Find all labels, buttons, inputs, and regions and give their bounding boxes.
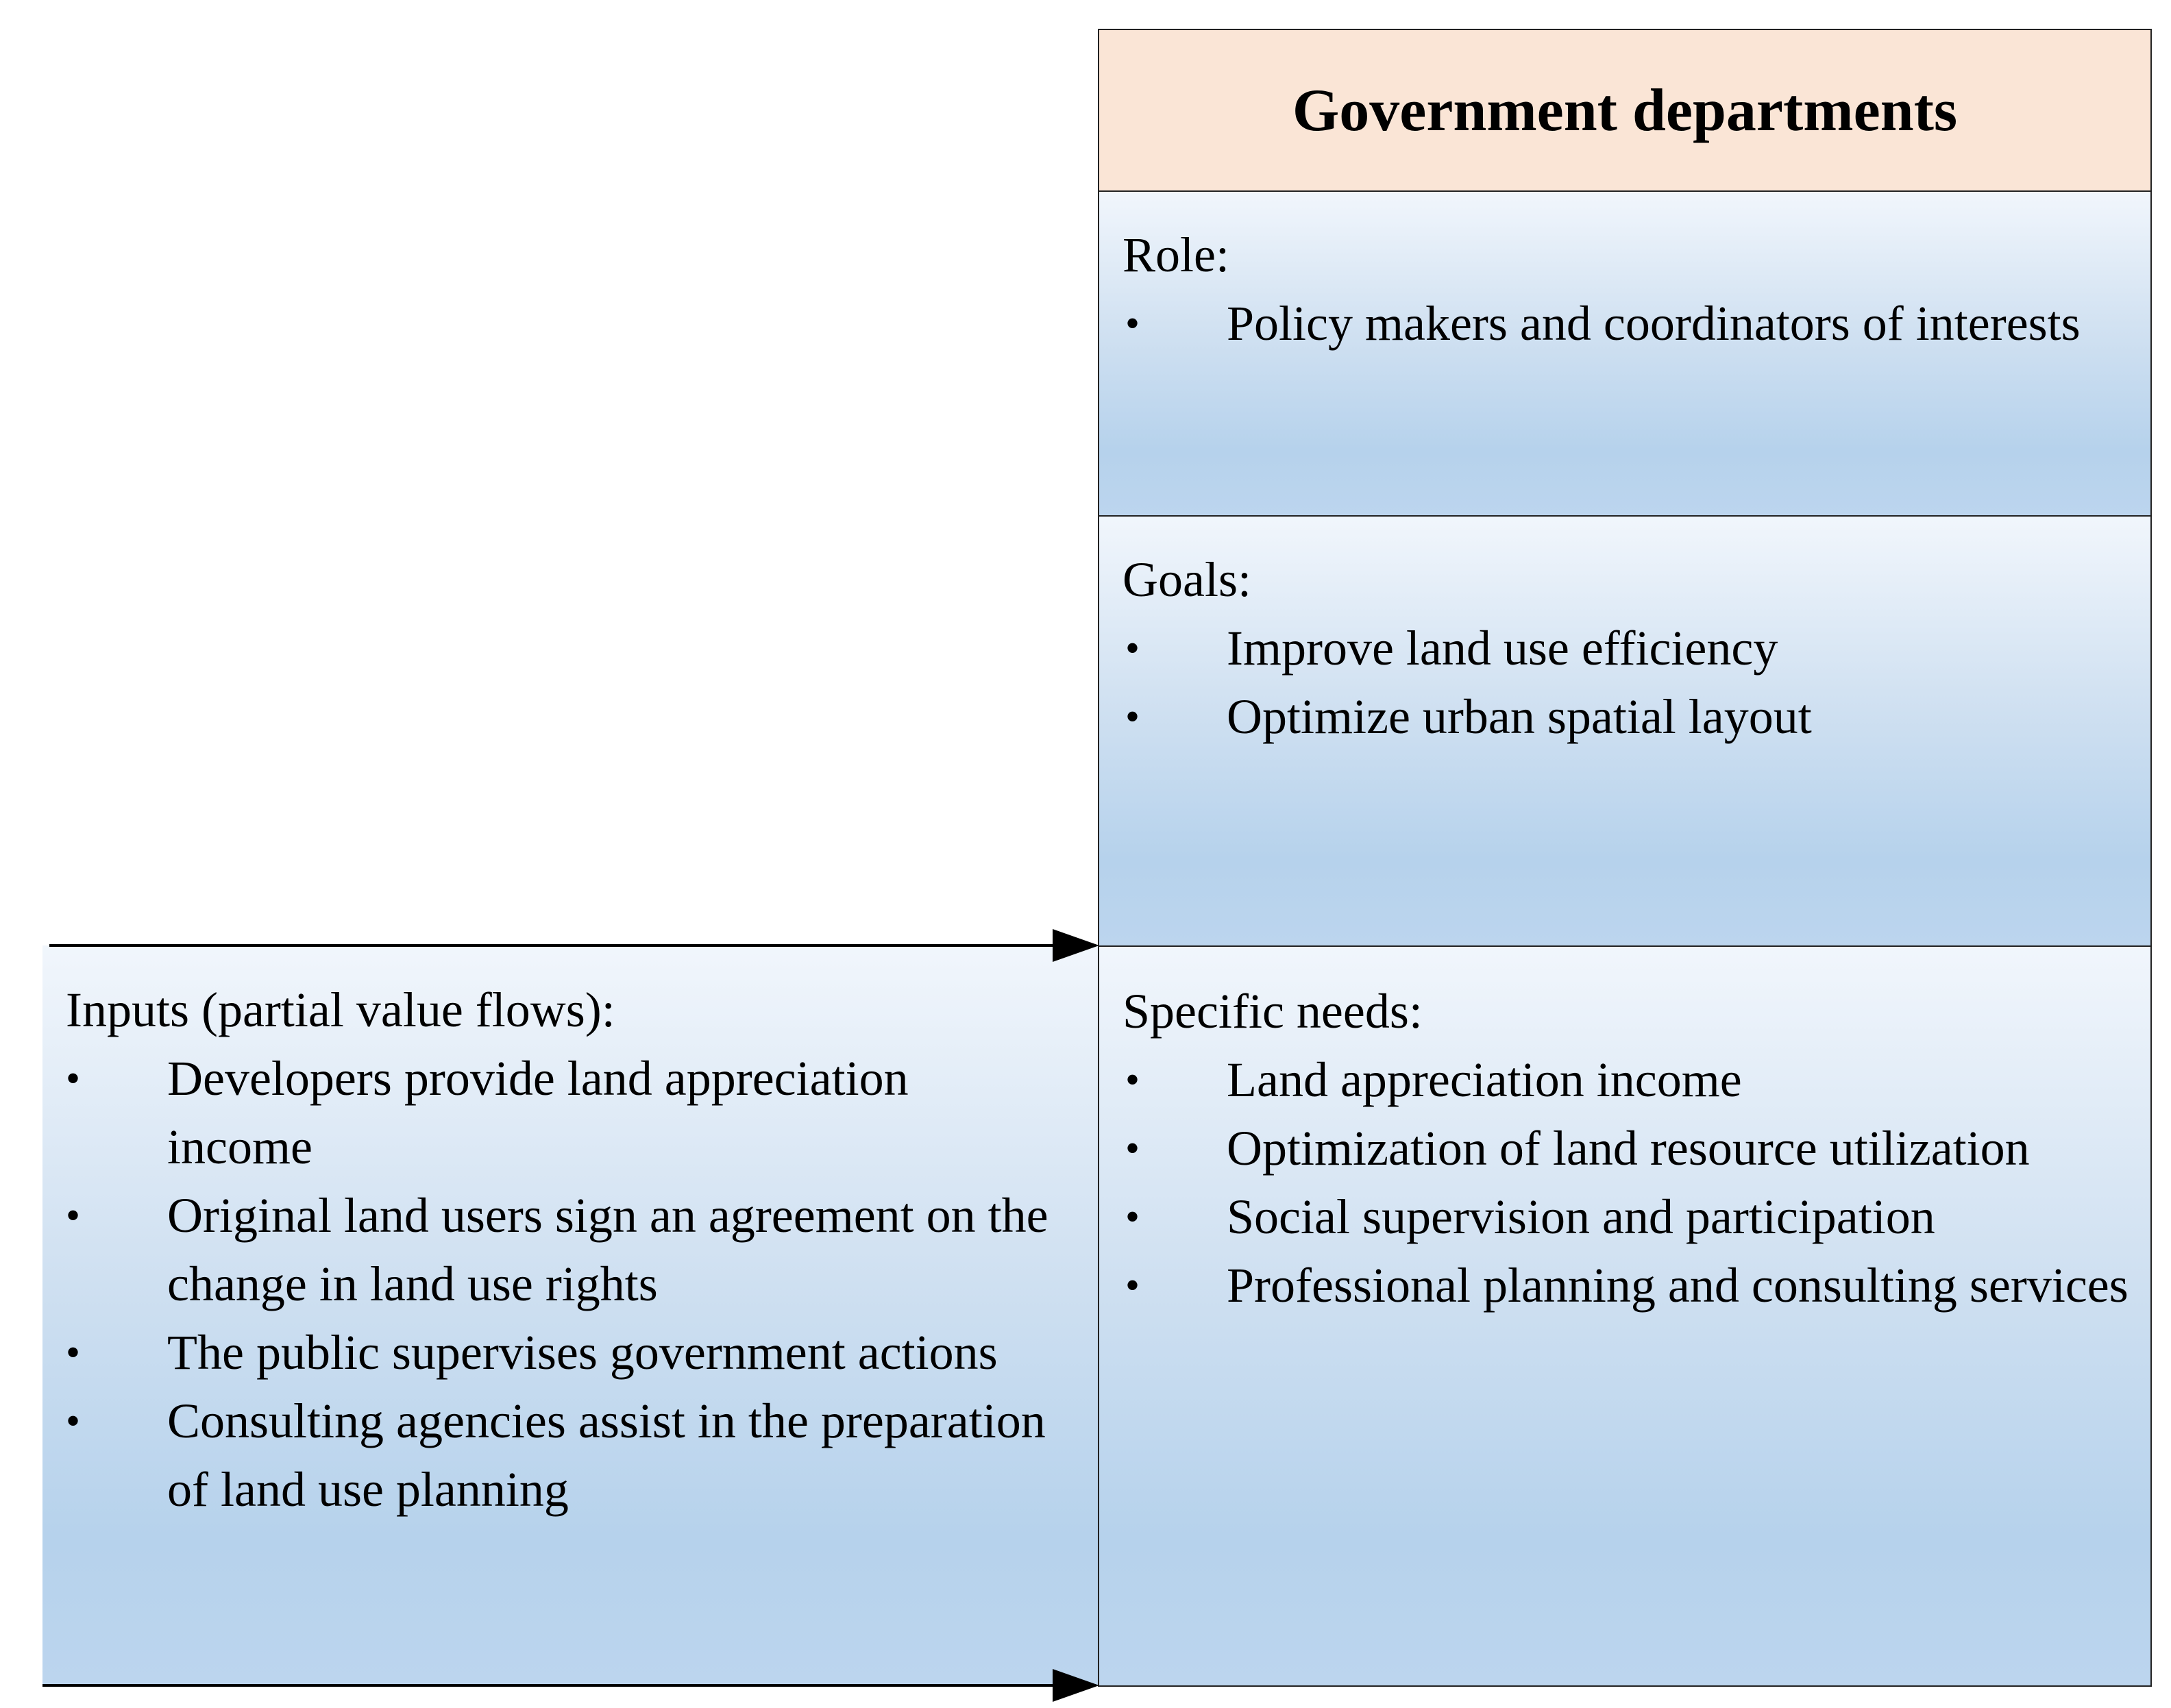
needs-item: • Social supervision and participation [1123, 1183, 2137, 1251]
bullet-icon: • [1125, 1263, 1140, 1308]
bullet-icon: • [1125, 301, 1140, 346]
bullet-icon: • [1125, 694, 1140, 739]
bullet-icon: • [66, 1398, 81, 1444]
bullet-icon: • [1125, 1057, 1140, 1102]
bullet-icon: • [66, 1056, 81, 1101]
inputs-item: • Consulting agencies assist in the preparation of land use planning [63, 1387, 1057, 1524]
top-arrow-head-icon [1053, 929, 1099, 962]
goals-item: • Optimize urban spatial layout [1123, 682, 2137, 751]
goals-label: Goals: [1123, 552, 1251, 607]
bottom-arrow-head-icon [1053, 1669, 1099, 1702]
bullet-icon: • [1125, 626, 1140, 671]
goals-item: • Improve land use efficiency [1123, 614, 2137, 682]
role-label: Role: [1123, 227, 1229, 282]
bullet-icon: • [1125, 1194, 1140, 1239]
needs-item: • Professional planning and consulting services [1123, 1251, 2137, 1320]
inputs-item: • Developers provide land appreciation income [63, 1044, 1057, 1181]
needs-item: • Land appreciation income [1123, 1045, 2137, 1114]
inputs-item: • The public supervises government actions [63, 1318, 1057, 1387]
needs-label: Specific needs: [1123, 984, 1423, 1039]
inputs-item: • Original land users sign an agreement on the change in land use rights [63, 1181, 1057, 1318]
role-item: • Policy makers and coordinators of interests [1123, 289, 2137, 358]
bullet-icon: • [1125, 1126, 1140, 1171]
header-title: Government departments [1292, 77, 1958, 144]
needs-item: • Optimization of land resource utilization [1123, 1114, 2137, 1183]
bullet-icon: • [66, 1330, 81, 1375]
bullet-icon: • [66, 1193, 81, 1238]
inputs-label: Inputs (partial value flows): [66, 982, 615, 1037]
